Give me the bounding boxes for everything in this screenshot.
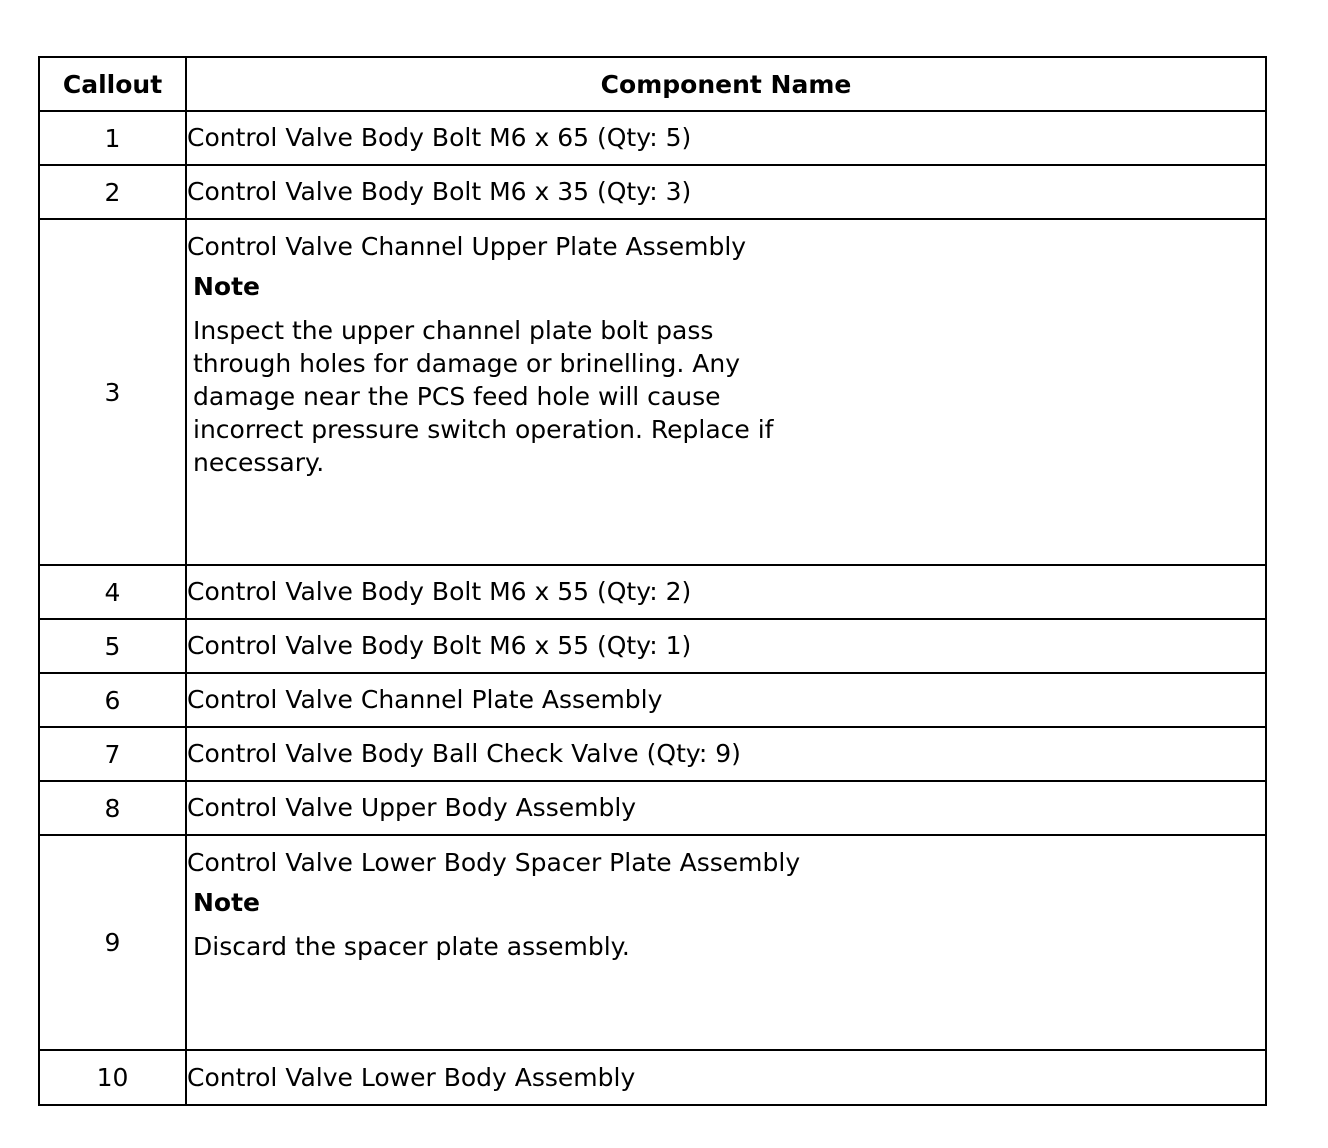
callout-number: 8 [39,781,186,835]
header-callout: Callout [39,57,186,111]
component-name: Control Valve Body Bolt M6 x 55 (Qty: 2) [186,565,1266,619]
table-row [39,219,1266,565]
table-row [39,619,1266,673]
callout-number: 9 [39,835,186,1050]
callout-number: 5 [39,619,186,673]
callout-number: 3 [39,219,186,565]
header-component-name: Component Name [186,57,1266,111]
component-name: Control Valve Body Ball Check Valve (Qty: 9) [186,727,1266,781]
component-name: Control Valve Body Bolt M6 x 55 (Qty: 1) [186,619,1266,673]
component-cell [186,835,1266,1050]
table-row [39,1050,1266,1105]
table-row [39,835,1266,1050]
table-row [39,165,1266,219]
note-text: Inspect the upper channel plate bolt pass through holes for damage or brinelling. Any damage near the PCS feed hole will cause incorrect pressure switch operation. Replace if necessary. [193,316,774,477]
component-name: Control Valve Body Bolt M6 x 65 (Qty: 5) [186,111,1266,165]
component-name: Control Valve Body Bolt M6 x 35 (Qty: 3) [186,165,1266,219]
callout-number: 7 [39,727,186,781]
component-table [38,56,1267,1106]
component-name: Control Valve Channel Plate Assembly [186,673,1266,727]
callout-number: 6 [39,673,186,727]
callout-number: 10 [39,1050,186,1105]
table-row [39,727,1266,781]
note-text: Discard the spacer plate assembly. [193,932,630,961]
table-row [39,781,1266,835]
table-row [39,565,1266,619]
component-name: Control Valve Channel Upper Plate Assembly [187,232,747,261]
note-title: Note [193,888,261,917]
callout-number: 1 [39,111,186,165]
callout-number: 4 [39,565,186,619]
table-row [39,673,1266,727]
table-header-row [39,57,1266,111]
callout-number: 2 [39,165,186,219]
component-cell [186,219,1266,565]
table-row [39,111,1266,165]
component-name: Control Valve Upper Body Assembly [186,781,1266,835]
component-name: Control Valve Lower Body Spacer Plate Assembly [187,848,801,877]
component-name: Control Valve Lower Body Assembly [186,1050,1266,1105]
note-title: Note [193,272,261,301]
